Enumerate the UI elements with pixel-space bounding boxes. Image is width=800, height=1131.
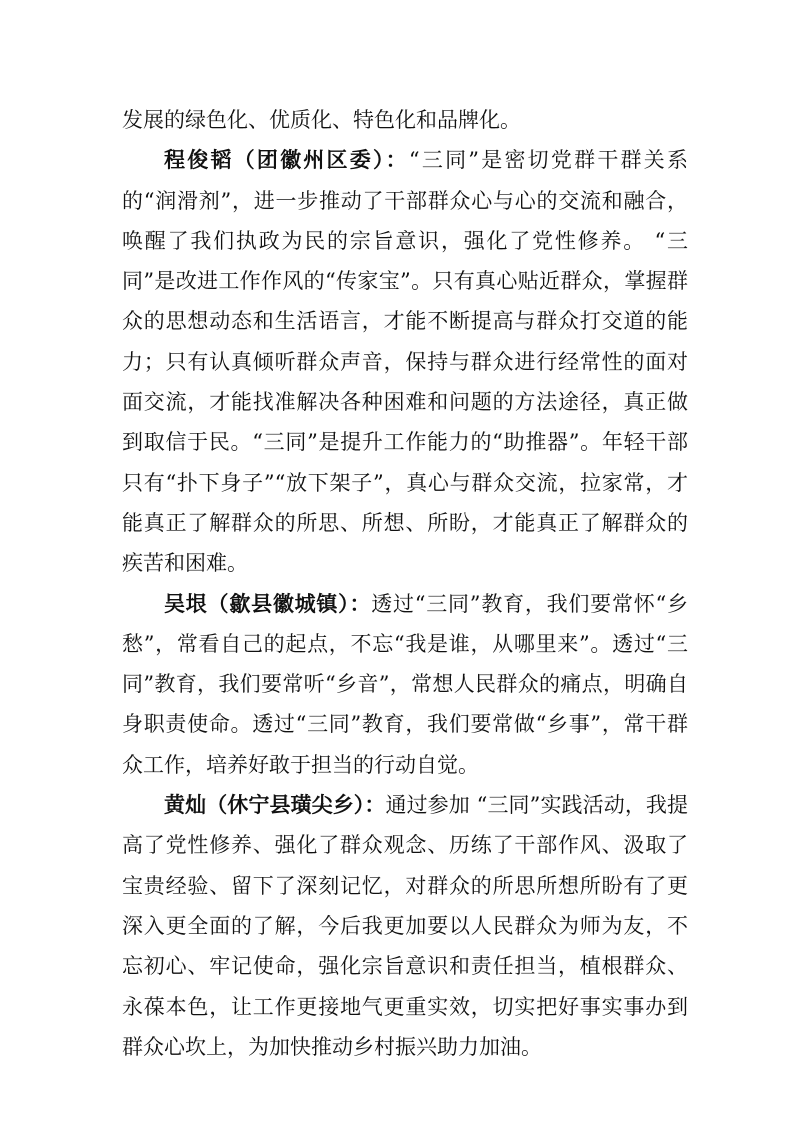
paragraph-text: “三同”是密切党群干群关系的“润滑剂”，进一步推动了干部群众心与心的交流和融合，唤醒了我们执政为民的宗旨意识，强化了党性修养。 “三同”是改进工作作风的“传家宝”。只有真心贴近群众，掌握群众的思想动态和生活语言，才能不断提高与群众打交道的能力；只有认真倾听群众声音，保持与群众进行经常性的面对面交流，才能找准解决各种困难和问题的方法途径，真正做到取信于民。“三同”是提升工作能力的“助推器”。年轻干部只有“扑下身子”“放下架子”，真心与群众交流，拉家常，才能真正了解群众的所思、所想、所盼，才能真正了解群众的疾苦和困难。 xyxy=(122,148,688,576)
speaker-name: 黄灿（休宁县璜尖乡）： xyxy=(164,793,386,818)
paragraph-cheng-juntao xyxy=(122,140,688,583)
paragraph-huang-can xyxy=(122,785,688,1067)
paragraph-text: 通过参加 “三同”实践活动，我提高了党性修养、强化了群众观念、历练了干部作风、汲取了宝贵经验、留下了深刻记忆，对群众的所思所想所盼有了更深入更全面的了解，今后我更加要以人民群众为师为友，不忘初心、牢记使命，强化宗旨意识和责任担当，植根群众、永葆本色，让工作更接地气更重实效，切实把好事实事办到群众心坎上，为加快推动乡村振兴助力加油。 xyxy=(122,793,688,1059)
paragraph-wu-yin xyxy=(122,584,688,785)
speaker-name: 吴垠（歙县徽城镇）： xyxy=(164,591,372,616)
paragraph-text: 透过“三同”教育，我们要常怀“乡愁”，常看自己的起点，不忘“我是谁，从哪里来”。透过“三同”教育，我们要常听“乡音”，常想人民群众的痛点，明确自身职责使命。透过“三同”教育，我们要常做“乡事”，常干群众工作，培养好敢于担当的行动自觉。 xyxy=(122,591,688,777)
document-body xyxy=(122,100,688,1067)
speaker-name: 程俊韬（团徽州区委）： xyxy=(164,148,409,173)
paragraph-continuation xyxy=(122,100,688,140)
paragraph-text: 发展的绿色化、优质化、特色化和品牌化。 xyxy=(122,108,521,132)
